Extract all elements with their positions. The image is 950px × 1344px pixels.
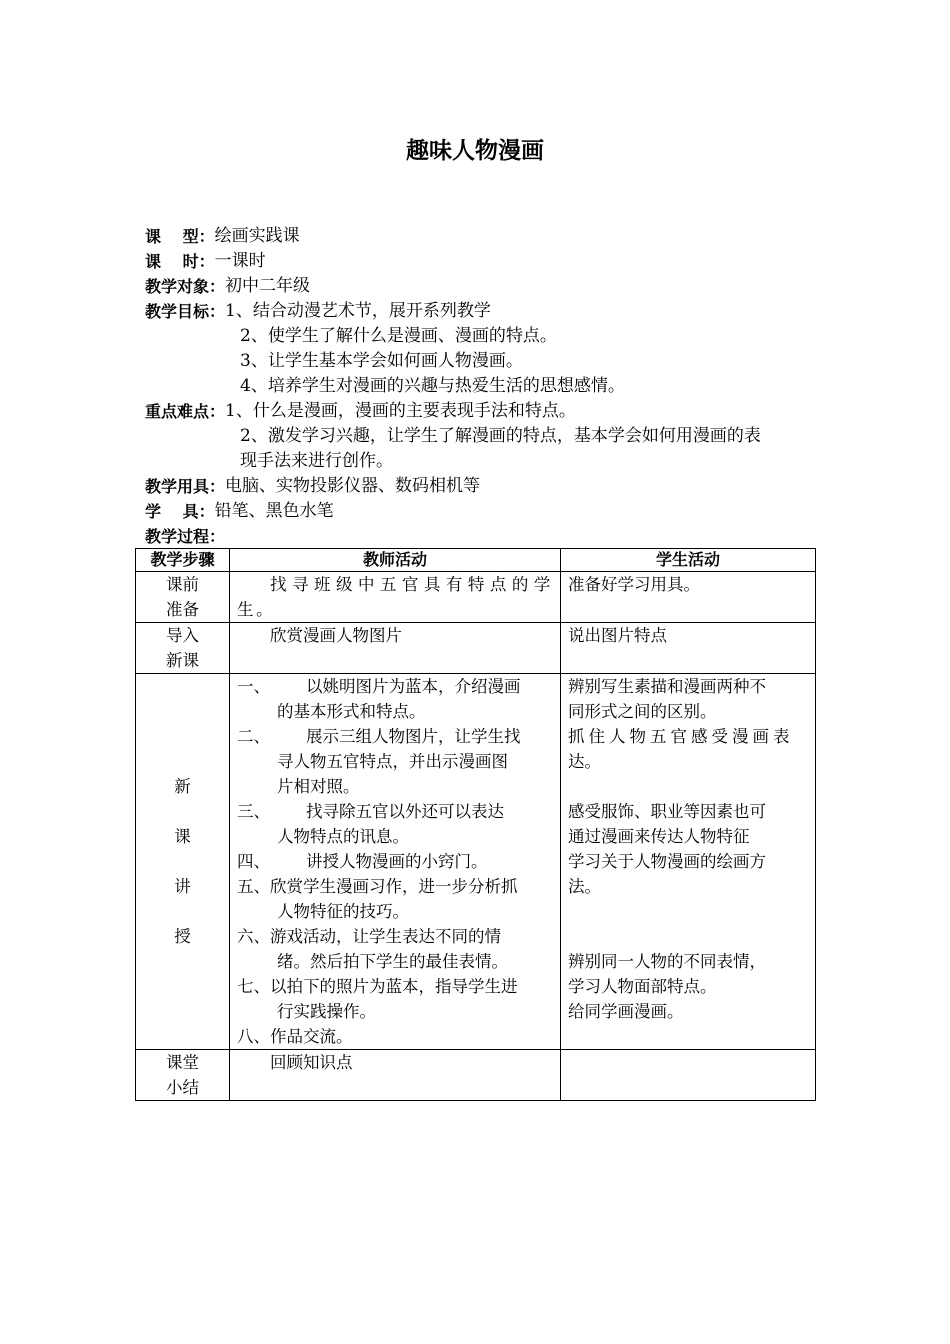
- table-row-new-course: [136, 674, 816, 1050]
- item-text: 找寻除五官以外还可以表达: [306, 802, 504, 821]
- student-line: 感受服饰、职业等因素也可: [568, 802, 766, 821]
- item-text-cont: 寻人物五官特点，并出示漫画图: [277, 752, 508, 771]
- teacher-item: [237, 1024, 553, 1049]
- item-text: 游戏活动，让学生表达不同的情: [270, 927, 501, 946]
- student-cell: [561, 1050, 816, 1101]
- key-point-item: 2、激发学习兴趣，让学生了解漫画的特点，基本学会如何用漫画的表: [240, 426, 761, 446]
- student-line: 学习关于人物漫画的绘画方: [568, 852, 766, 871]
- step-line: 讲: [174, 876, 191, 896]
- item-number: 五、: [237, 877, 270, 896]
- student-cell: [561, 572, 816, 623]
- student-tools-value: 铅笔、黑色水笔: [214, 501, 334, 521]
- item-number: 四、: [237, 852, 270, 871]
- item-text: 以拍下的照片为蓝本，指导学生进: [270, 977, 518, 996]
- key-point-item: 1、什么是漫画，漫画的主要表现手法和特点。: [225, 401, 576, 421]
- teacher-item: [237, 724, 553, 799]
- teacher-item: [237, 799, 553, 849]
- item-number: 一、: [237, 677, 270, 696]
- spacer: [568, 774, 808, 799]
- step-line: 小结: [166, 1078, 199, 1097]
- teacher-cell: [230, 1050, 561, 1101]
- item-text: 讲授人物漫画的小窍门。: [306, 852, 488, 871]
- item-text-cont: 片相对照。: [277, 777, 360, 796]
- audience-value: 初中二年级: [225, 276, 311, 296]
- audience-label: 教学对象：: [145, 277, 226, 296]
- key-point-item-cont: 现手法来进行创作。: [240, 451, 393, 471]
- audience-row: [145, 274, 825, 299]
- header-teacher: 教师活动: [230, 549, 561, 572]
- page-title: 趣味人物漫画: [406, 138, 544, 164]
- item-text: 欣赏学生漫画习作，进一步分析抓: [270, 877, 518, 896]
- step-line: 新: [174, 776, 191, 796]
- teacher-item: [237, 924, 553, 974]
- item-text-cont: 人物特征的技巧。: [277, 902, 409, 921]
- header-student: 学生活动: [561, 549, 816, 572]
- lesson-table: [135, 548, 816, 1101]
- goal-item: 2、使学生了解什么是漫画、漫画的特点。: [240, 326, 557, 346]
- student-line: 给同学画漫画。: [568, 1002, 684, 1021]
- item-text-cont: 绪。然后拍下学生的最佳表情。: [277, 952, 508, 971]
- goal-item: 3、让学生基本学会如何画人物漫画。: [240, 351, 523, 371]
- tools-row: [145, 474, 825, 499]
- item-number: 七、: [237, 977, 270, 996]
- step-line: 授: [174, 926, 191, 946]
- table-row: [136, 623, 816, 674]
- student-line: 达。: [568, 752, 601, 771]
- item-text-cont: 的基本形式和特点。: [277, 702, 426, 721]
- table-header-row: [136, 549, 816, 572]
- tools-value: 电脑、实物投影仪器、数码相机等: [225, 476, 481, 496]
- teacher-item: [237, 874, 553, 924]
- student-text: 说出图片特点: [568, 626, 667, 645]
- step-line: 导入: [166, 626, 199, 645]
- teacher-item: [237, 974, 553, 1024]
- hours-value: 一课时: [214, 251, 266, 271]
- student-line: 学习人物面部特点。: [568, 977, 717, 996]
- tools-label: 教学用具：: [145, 477, 226, 496]
- student-cell: [561, 623, 816, 674]
- lesson-meta: [145, 224, 825, 549]
- teacher-text: 找寻班级中五官具有特点的学生。: [237, 575, 553, 619]
- item-text: 展示三组人物图片，让学生找: [306, 727, 521, 746]
- item-text-cont: 人物特点的讯息。: [277, 827, 409, 846]
- student-line: 辨别同一人物的不同表情，: [568, 952, 766, 971]
- spacer: [568, 924, 808, 949]
- teacher-cell: [230, 674, 561, 1050]
- course-type-row: [145, 224, 825, 249]
- table-row: [136, 1050, 816, 1101]
- teacher-item: [237, 674, 553, 724]
- process-label: 教学过程：: [145, 527, 226, 546]
- item-text: 以姚明图片为蓝本，介绍漫画: [306, 677, 521, 696]
- teacher-cell: [230, 572, 561, 623]
- step-line: 课: [174, 826, 191, 846]
- student-line: 辨别写生素描和漫画两种不: [568, 677, 766, 696]
- student-line: 通过漫画来传达人物特征: [568, 827, 750, 846]
- hours-row: [145, 249, 825, 274]
- hours-label: 课 时：: [145, 252, 215, 271]
- goals-label: 教学目标：: [145, 302, 226, 321]
- student-tools-row: [145, 499, 825, 524]
- goal-item: 1、结合动漫艺术节，展开系列教学: [225, 301, 491, 321]
- teacher-text: 回顾知识点: [270, 1053, 353, 1072]
- step-line: 课前: [166, 575, 199, 594]
- teacher-item: [237, 849, 553, 874]
- step-cell: [136, 623, 230, 674]
- student-tools-label: 学 具：: [145, 502, 215, 521]
- item-number: 三、: [237, 802, 270, 821]
- item-text: 作品交流。: [270, 1027, 353, 1046]
- student-line: 抓住人物五官感受漫画表: [568, 727, 794, 746]
- step-line: 课堂: [166, 1053, 199, 1072]
- step-cell: [136, 1050, 230, 1101]
- teacher-text: 欣赏漫画人物图片: [270, 626, 402, 645]
- item-number: 六、: [237, 927, 270, 946]
- key-points-row: [145, 399, 825, 424]
- item-number: 二、: [237, 727, 270, 746]
- item-text-cont: 行实践操作。: [277, 1002, 376, 1021]
- student-line: 法。: [568, 877, 601, 896]
- goals-row: [145, 299, 825, 324]
- student-line: 同形式之间的区别。: [568, 702, 717, 721]
- step-line: 新课: [166, 651, 199, 670]
- step-cell: [136, 674, 230, 1050]
- step-cell: [136, 572, 230, 623]
- student-cell: [561, 674, 816, 1050]
- spacer: [568, 899, 808, 924]
- step-line: 准备: [166, 600, 199, 619]
- course-type-label: 课 型：: [145, 227, 215, 246]
- student-text: 准备好学习用具。: [568, 575, 700, 594]
- table-row: [136, 572, 816, 623]
- teacher-cell: [230, 623, 561, 674]
- course-type-value: 绘画实践课: [214, 226, 300, 246]
- key-points-label: 重点难点：: [145, 402, 226, 421]
- item-number: 八、: [237, 1027, 270, 1046]
- header-step: 教学步骤: [136, 549, 230, 572]
- goal-item: 4、培养学生对漫画的兴趣与热爱生活的思想感情。: [240, 376, 625, 396]
